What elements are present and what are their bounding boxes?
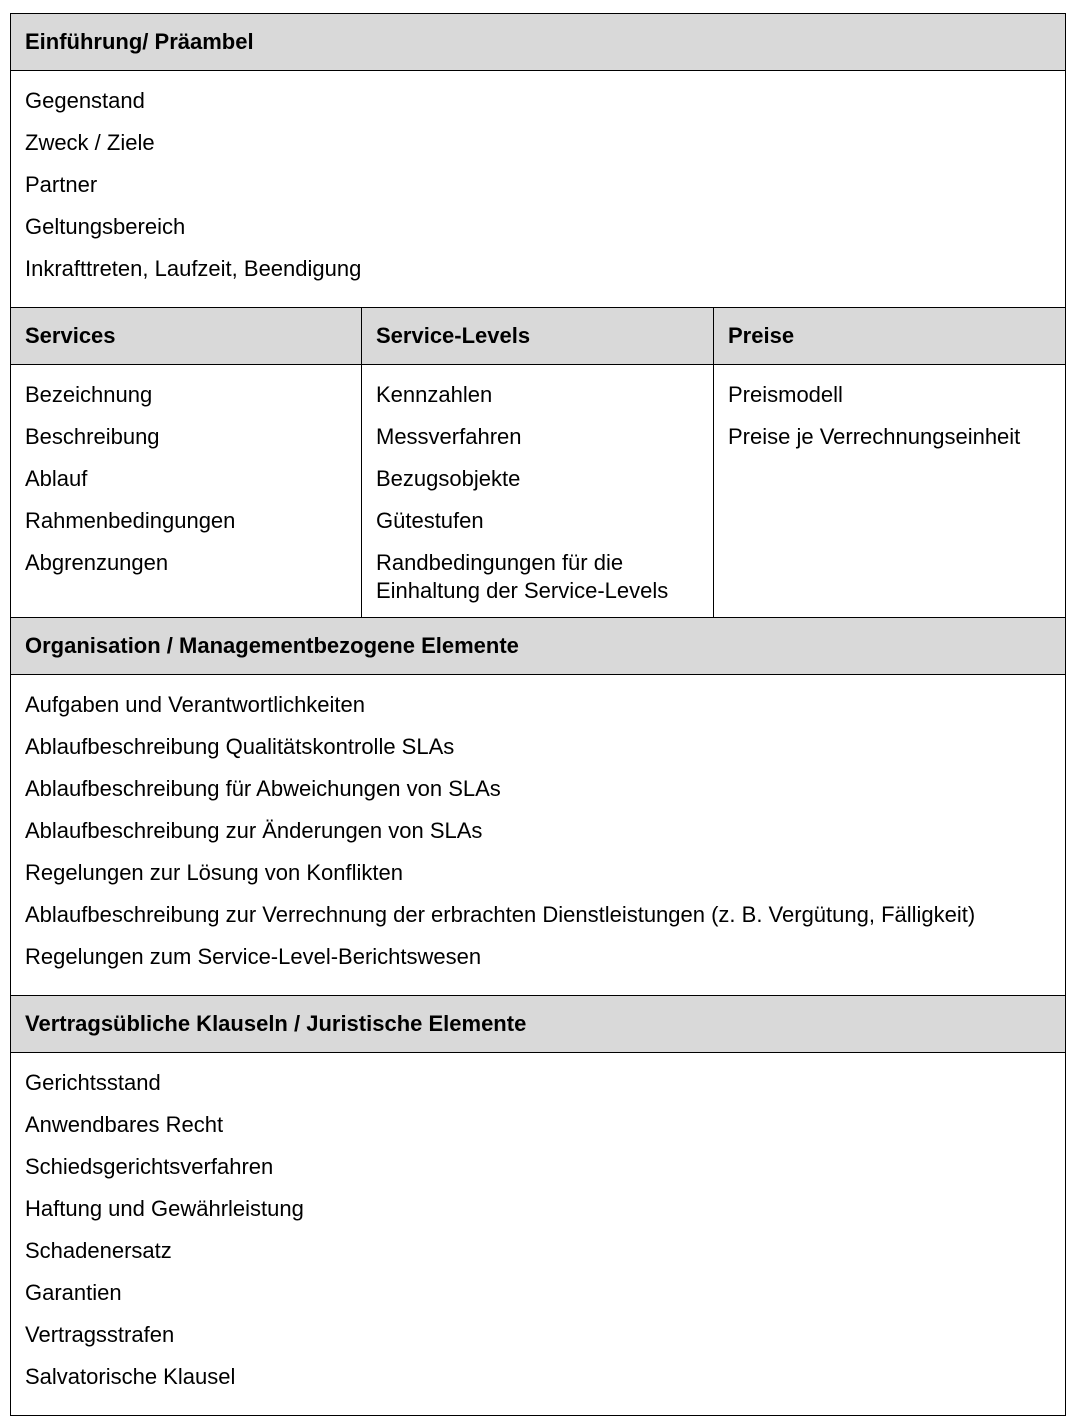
list-item: Salvatorische Klausel [25,1364,236,1389]
list-item: Schadenersatz [25,1238,172,1263]
list-item: Abgrenzungen [25,550,169,575]
list-item: Vertragsstrafen [25,1322,175,1347]
list-item: Ablaufbeschreibung Qualitätskontrolle SLAs [25,734,455,759]
column-services [11,308,362,617]
list-item: Zweck / Ziele [25,130,155,155]
section-heading-organisation: Organisation / Managementbezogene Elemente [11,618,1065,675]
list-item: Inkrafttreten, Laufzeit, Beendigung [25,256,362,281]
list-item: Gerichtsstand [25,1070,161,1095]
list-item: Gütestufen [376,508,484,533]
list-item: Geltungsbereich [25,214,186,239]
list-item: Randbedingungen für die Einhaltung der Service-Levels [376,550,669,603]
column-service-levels [362,308,714,617]
list-item: Partner [25,172,98,197]
list-item: Ablaufbeschreibung zur Änderungen von SLAs [25,818,483,843]
list-item: Messverfahren [376,424,522,449]
section-body-organisation [11,675,1065,996]
list-item: Regelungen zum Service-Level-Berichtswesen [25,944,482,969]
section-body-services [11,365,361,617]
list-item: Garantien [25,1280,122,1305]
section-heading-prices: Preise [714,308,1065,365]
section-heading-services: Services [11,308,361,365]
list-item: Ablaufbeschreibung zur Verrechnung der erbrachten Dienstleistungen (z. B. Vergütung, Fälligkeit) [25,902,976,927]
three-column-row [11,308,1065,618]
list-item: Anwendbares Recht [25,1112,224,1137]
section-body-service-levels [362,365,713,617]
sla-structure-table [10,13,1066,1416]
section-heading-intro: Einführung/ Präambel [11,14,1065,71]
list-item: Gegenstand [25,88,145,113]
list-item: Ablaufbeschreibung für Abweichungen von SLAs [25,776,501,801]
list-item: Aufgaben und Verantwortlichkeiten [25,692,366,717]
section-body-legal [11,1053,1065,1415]
list-item: Preise je Verrechnungseinheit [728,424,1021,449]
list-item: Preismodell [728,382,843,407]
column-prices [714,308,1065,617]
list-item: Haftung und Gewährleistung [25,1196,304,1221]
section-body-intro [11,71,1065,308]
list-item: Rahmenbedingungen [25,508,236,533]
section-heading-service-levels: Service-Levels [362,308,713,365]
list-item: Ablauf [25,466,88,491]
list-item: Bezeichnung [25,382,153,407]
list-item: Schiedsgerichtsverfahren [25,1154,274,1179]
list-item: Bezugsobjekte [376,466,521,491]
section-heading-legal: Vertragsübliche Klauseln / Juristische Elemente [11,996,1065,1053]
list-item: Regelungen zur Lösung von Konflikten [25,860,403,885]
section-body-prices [714,365,1065,617]
list-item: Kennzahlen [376,382,493,407]
list-item: Beschreibung [25,424,160,449]
